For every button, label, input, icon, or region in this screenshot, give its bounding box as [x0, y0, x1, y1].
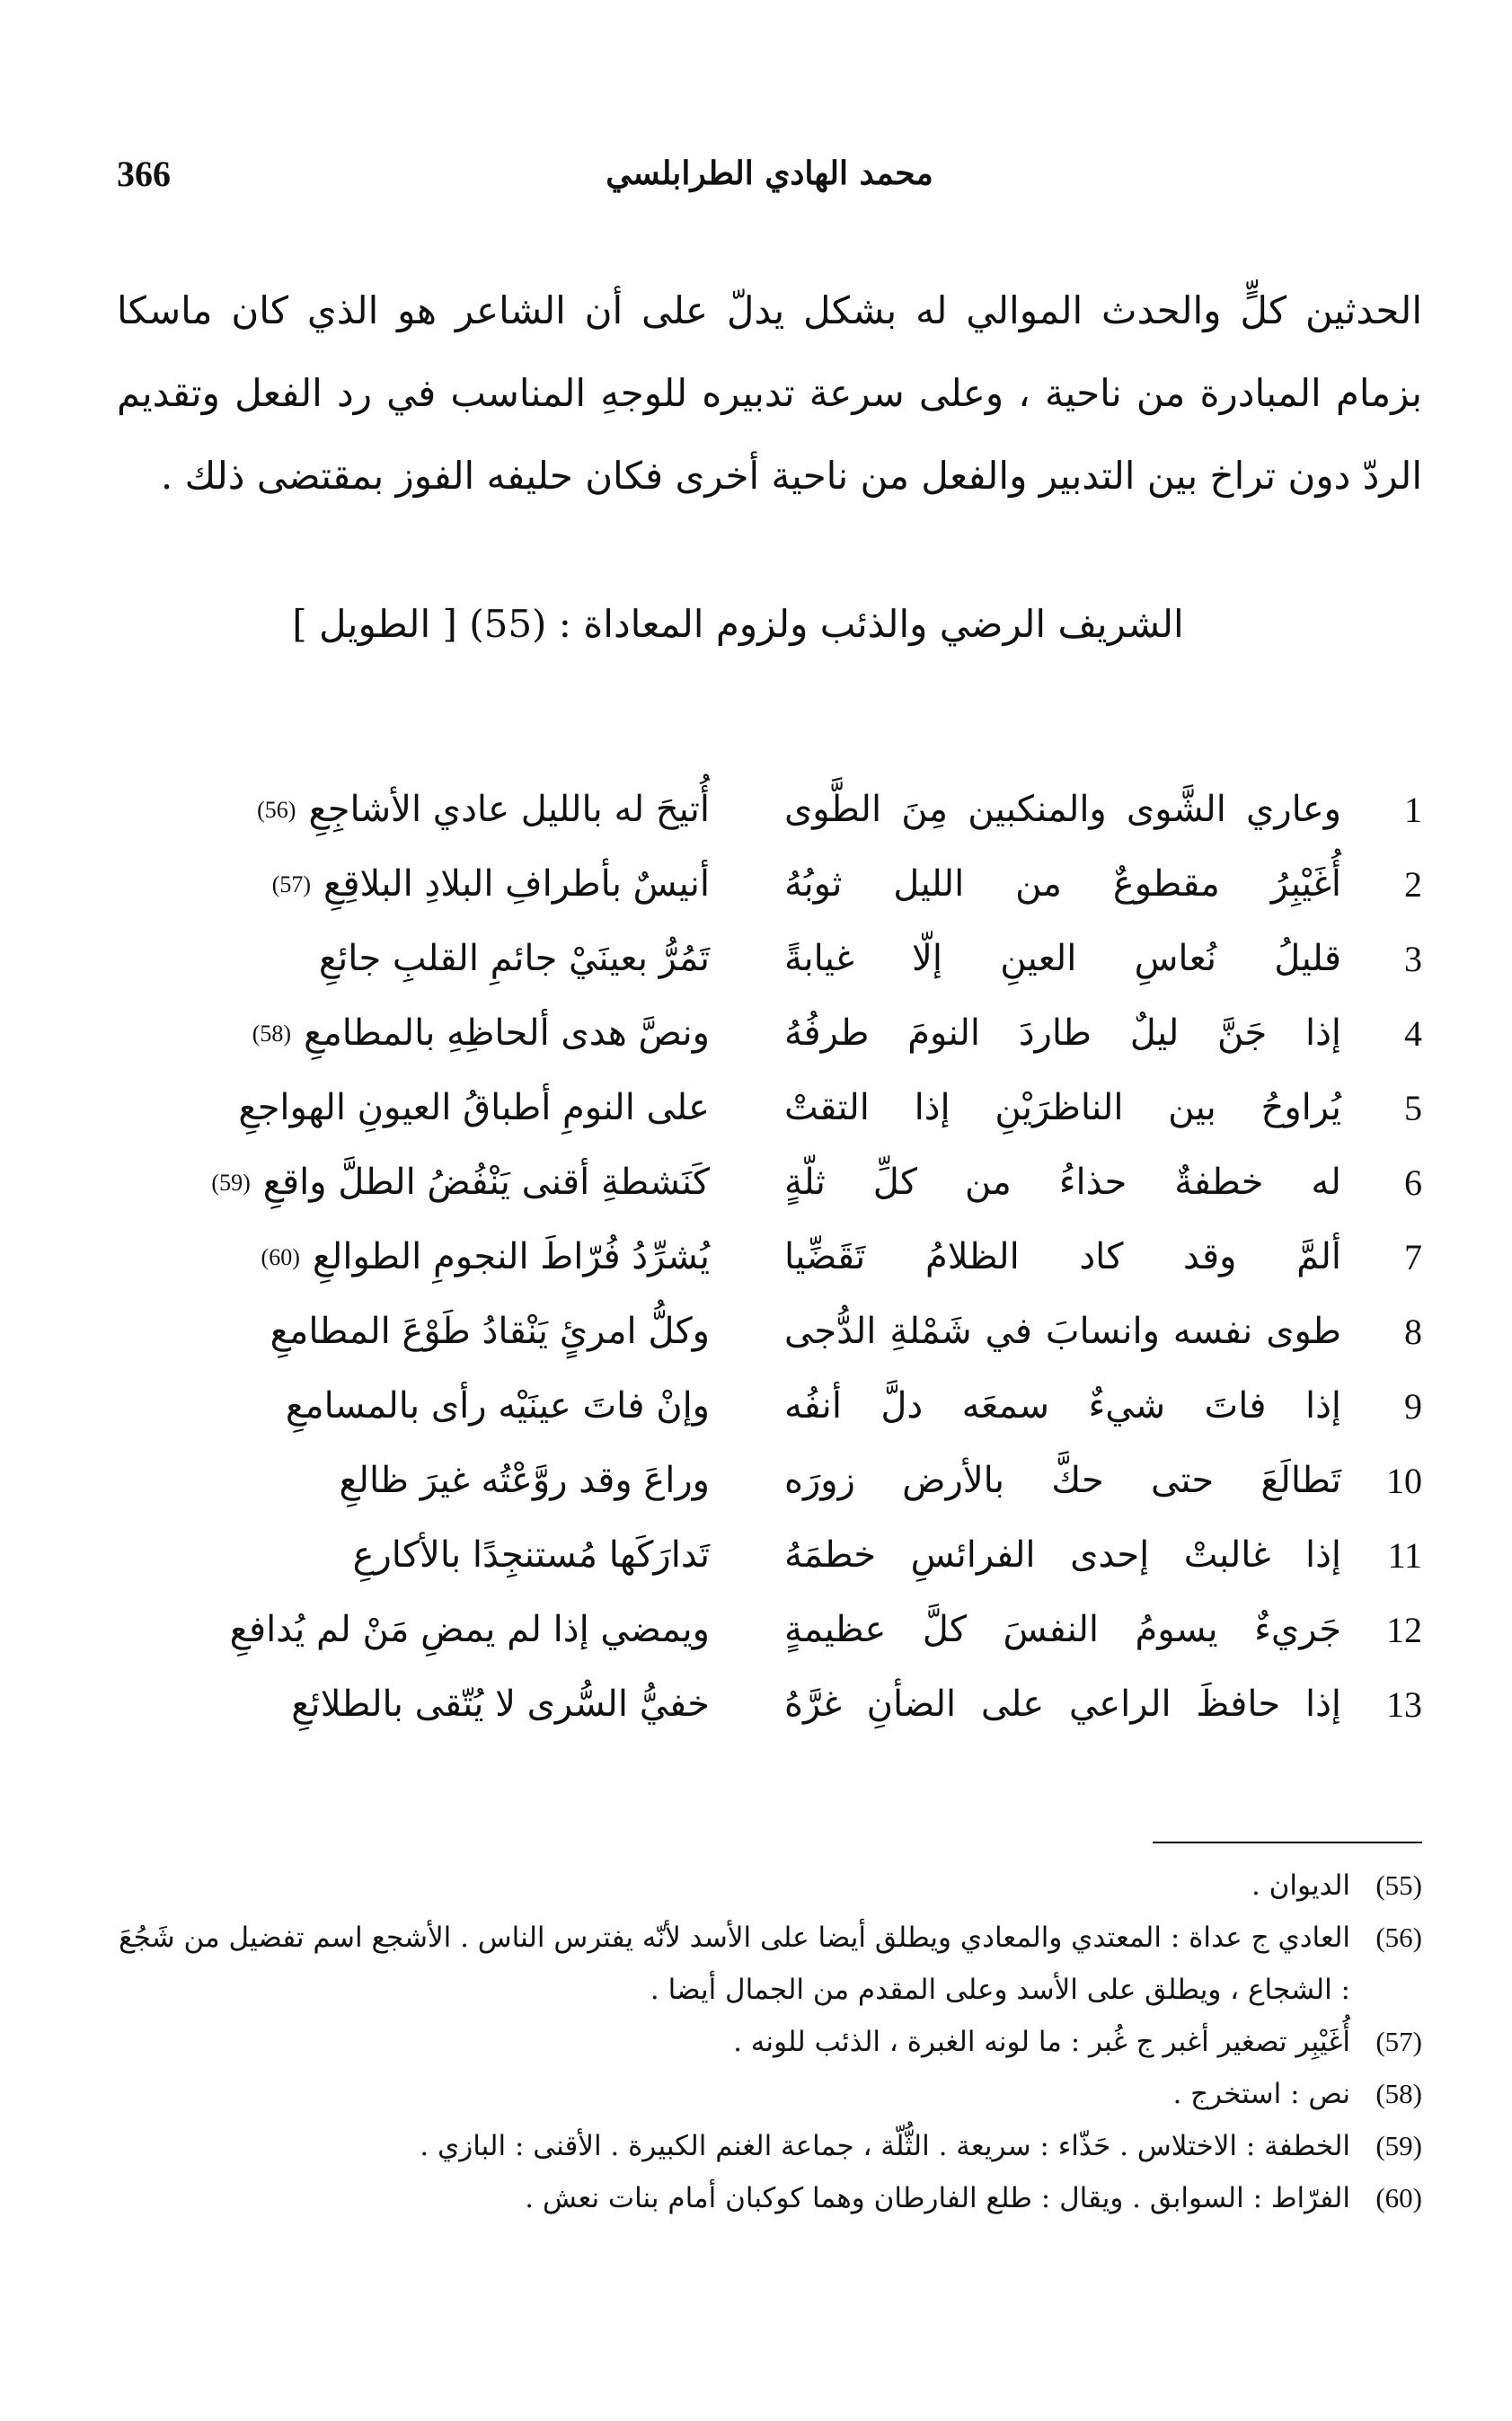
verse-number: 6	[1404, 1162, 1422, 1203]
footnote-ref: (59)	[211, 1170, 251, 1196]
verse-7	[117, 1220, 1422, 1294]
first-hemistich: إذا جَنَّ ليلٌ طاردَ النومَ طرفُهُ	[784, 1012, 1341, 1054]
hemistich-text: على النومِ أطباقُ العيونِ الهواجعِ	[238, 1087, 710, 1128]
first-hemistich: وعاري الشَّوى والمنكبين مِنَ الطَّوى	[784, 789, 1341, 830]
second-hemistich	[117, 1444, 710, 1518]
verse-2	[117, 847, 1422, 922]
footnote-number: (60)	[1375, 2182, 1422, 2213]
verse-number: 11	[1387, 1535, 1422, 1576]
footnote-number: (58)	[1375, 2078, 1422, 2109]
verse-number: 8	[1404, 1312, 1422, 1352]
footnote-text: أُغَيْبِر تصغير أغبر ج غُبر : ما لونه الغبرة ، الذئب للونه .	[733, 2026, 1350, 2058]
hemistich-text: كَنَشطةِ أقنى يَنْفُضُ الطلَّ واقعِ	[262, 1162, 710, 1203]
second-hemistich	[117, 1145, 710, 1220]
first-hemistich: إذا فاتَ شيءٌ سمعَه دلَّ أنفُه	[784, 1385, 1341, 1427]
first-hemistich: أُغَيْبِرُ مقطوعٌ من الليل ثوبُهُ	[784, 863, 1341, 905]
second-hemistich	[117, 996, 710, 1071]
hemistich-text: يُشرِّدُ فُرّاطَ النجومِ الطوالعِ	[312, 1236, 710, 1277]
second-hemistich	[117, 773, 710, 847]
footnote-text: العادي ج عداة : المعتدي والمعادي ويطلق أيضا على الأسد لأنّه يفترس الناس . الأشجع اسم تفضيل من شَجُعَ : الشجاع ، ويطلق على الأسد وعلى المقدم من الجمال أيضا .	[119, 1922, 1350, 2006]
second-hemistich	[117, 1518, 710, 1593]
second-hemistich	[117, 1294, 710, 1369]
hemistich-text: تَدارَكَها مُستنجِدًا بالأكارعِ	[352, 1534, 710, 1576]
footnote-ref: (58)	[252, 1021, 292, 1047]
verse-number: 5	[1404, 1088, 1422, 1128]
footnote-number: (56)	[1375, 1922, 1422, 1953]
hemistich-text: وكلُّ امرئٍ يَنْقادُ طَوْعَ المطامعِ	[270, 1311, 710, 1352]
verse-number: 12	[1386, 1610, 1422, 1650]
footnote-text: الفرّاط : السوابق . ويقال : طلع الفارطان وهما كوكبان أمام بنات نعش .	[525, 2182, 1350, 2214]
footnotes	[117, 1860, 1422, 2224]
footnote-text: نص : استخرج .	[1172, 2078, 1350, 2110]
first-hemistich: إذا غالبتْ إحدى الفرائسِ خطمَهُ	[784, 1534, 1341, 1576]
footnote-60	[117, 2172, 1422, 2224]
footnote-ref: (60)	[261, 1244, 300, 1270]
verse-6	[117, 1145, 1422, 1220]
verse-5	[117, 1071, 1422, 1145]
hemistich-text: وإنْ فاتَ عينَيْه رأى بالمسامعِ	[285, 1385, 710, 1427]
hemistich-text: خفيُّ السُّرى لا يُتّقى بالطلائعِ	[291, 1683, 710, 1725]
verse-number: 10	[1386, 1461, 1422, 1501]
second-hemistich	[117, 1071, 710, 1145]
second-hemistich	[117, 922, 710, 996]
verse-number: 2	[1404, 864, 1422, 905]
second-hemistich	[117, 1369, 710, 1444]
footnote-55	[117, 1860, 1422, 1912]
footnote-ref: (57)	[271, 871, 312, 897]
verse-number: 9	[1404, 1386, 1422, 1427]
hemistich-text: وراعَ وقد روَّعْتُه غيرَ ظالعِ	[339, 1460, 710, 1501]
first-hemistich: تَطالَعَ حتى حكَّ بالأرض زورَه	[784, 1460, 1341, 1501]
second-hemistich	[117, 1220, 710, 1294]
hemistich-text: تَمُرُّ بعينَيْ جائمِ القلبِ جائعِ	[318, 938, 710, 979]
running-head: محمد الهادي الطرابلسي	[606, 155, 933, 192]
verse-number: 4	[1404, 1013, 1422, 1054]
verse-8	[117, 1294, 1422, 1369]
verse-4	[117, 996, 1422, 1071]
second-hemistich	[117, 1667, 710, 1742]
footnote-ref: (56)	[257, 797, 296, 823]
first-hemistich: طوى نفسه وانسابَ في شَمْلةِ الدُّجى	[784, 1311, 1341, 1352]
verse-9	[117, 1369, 1422, 1444]
first-hemistich: يُراوحُ بين الناظرَيْنِ إذا التقتْ	[784, 1087, 1341, 1128]
footnote-text: الديوان .	[1251, 1869, 1350, 1902]
verse-12	[117, 1593, 1422, 1667]
second-hemistich	[117, 1593, 710, 1667]
hemistich-text: ويمضي إذا لم يمضِ مَنْ لم يُدافعِ	[229, 1609, 710, 1650]
verse-3	[117, 922, 1422, 996]
page-number: 366	[117, 154, 171, 194]
footnote-number: (57)	[1375, 2026, 1422, 2057]
verse-number: 13	[1386, 1684, 1422, 1725]
footnote-number: (55)	[1375, 1869, 1422, 1901]
footnote-59	[117, 2120, 1422, 2172]
verse-number: 3	[1404, 939, 1422, 979]
intro-paragraph-block	[117, 269, 1422, 517]
footnote-number: (59)	[1375, 2130, 1422, 2161]
verse-11	[117, 1518, 1422, 1593]
section-title: الشريف الرضي والذئب ولزوم المعاداة : (55) [ الطويل ]	[292, 602, 1184, 646]
page-header	[117, 153, 1422, 207]
hemistich-text: أُتيحَ له بالليل عادي الأشاجِعِ	[308, 789, 710, 830]
verse-number: 7	[1404, 1237, 1422, 1277]
first-hemistich: جَريءٌ يسومُ النفسَ كلَّ عظيمةٍ	[784, 1609, 1341, 1650]
verse-13	[117, 1667, 1422, 1742]
footnote-58	[117, 2068, 1422, 2120]
verse-10	[117, 1444, 1422, 1518]
footnote-text: الخطفة : الاختلاس . حَذّاء : سريعة . الثُّلّة ، جماعة الغنم الكبيرة . الأقنى : البازي .	[420, 2130, 1350, 2162]
first-hemistich: ألمَّ وقد كاد الظلامُ تَقَضِّيا	[784, 1236, 1341, 1277]
intro-paragraph: الحدثين كلٍّ والحدث الموالي له بشكل يدلّ على أن الشاعر هو الذي كان ماسكا بزمام المبادرة من ناحية ، وعلى سرعة تدبيره للوجهِ المناسب في رد الفعل وتقديم الردّ دون تراخ بين التدبير والفعل من ناحية أخرى فكان حليفه الفوز بمقتضى ذلك .	[117, 288, 1422, 498]
verse-1	[117, 773, 1422, 847]
hemistich-text: أنيسٌ بأطرافِ البلادِ البلاقِعِ	[323, 863, 710, 905]
first-hemistich: قليلُ نُعاسِ العينِ إلّا غيابةً	[784, 938, 1341, 979]
first-hemistich: إذا حافظَ الراعي على الضأنِ غرَّهُ	[784, 1683, 1341, 1725]
footnote-56	[117, 1912, 1422, 2016]
second-hemistich	[117, 847, 710, 922]
verse-number: 1	[1404, 790, 1422, 830]
first-hemistich: له خطفةٌ حذاءُ من كلِّ ثلّةٍ	[784, 1162, 1341, 1203]
poem	[117, 773, 1422, 1742]
footnote-57	[117, 2016, 1422, 2068]
hemistich-text: ونصَّ هدى ألحاظِهِ بالمطامعِ	[304, 1012, 710, 1054]
footnote-divider	[1153, 1842, 1422, 1843]
